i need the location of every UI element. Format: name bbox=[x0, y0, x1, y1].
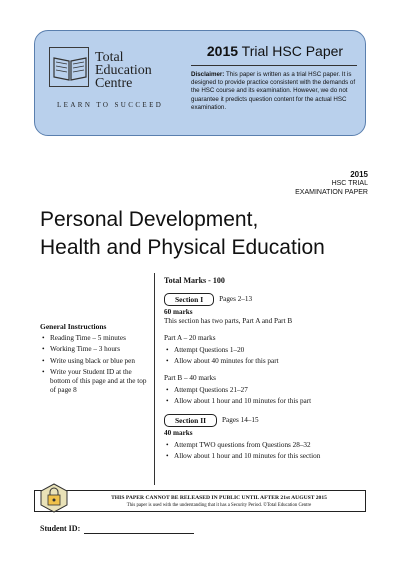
section-2-list bbox=[164, 441, 374, 461]
instruction-item: • Working Time – 3 hours bbox=[40, 345, 150, 354]
security-notice bbox=[34, 490, 366, 512]
part-b-list bbox=[164, 386, 374, 406]
title-divider bbox=[191, 65, 357, 66]
disclaimer-label: Disclaimer: bbox=[191, 71, 225, 78]
column-divider bbox=[154, 273, 155, 485]
brand-line-2: Education bbox=[95, 63, 152, 78]
student-id-field[interactable] bbox=[84, 533, 194, 534]
open-book-icon bbox=[49, 47, 89, 87]
section-2-marks: 40 marks bbox=[164, 429, 193, 437]
brand-tagline: LEARN TO SUCCEED bbox=[57, 101, 164, 109]
instruction-item: • Write your Student ID at the bottom of this page and at the top of page 8 bbox=[40, 368, 150, 396]
exam-year: 2015 bbox=[350, 170, 368, 179]
security-notice-title: THIS PAPER CANNOT BE RELEASED IN PUBLIC UNTIL AFTER 21st AUGUST 2015 bbox=[111, 495, 327, 501]
paper-title-text: Trial HSC Paper bbox=[238, 43, 344, 59]
general-instructions-heading: General Instructions bbox=[40, 322, 107, 331]
exam-type-line-2: EXAMINATION PAPER bbox=[295, 189, 368, 196]
section-2-item: • Allow about 1 hour and 10 minutes for this section bbox=[164, 452, 374, 461]
security-seal-icon bbox=[39, 483, 69, 513]
subject-line-1: Personal Development, bbox=[40, 208, 259, 231]
brand-logo bbox=[49, 47, 199, 127]
instruction-item: • Write using black or blue pen bbox=[40, 357, 150, 366]
student-id-label: Student ID: bbox=[40, 524, 81, 533]
subject-title bbox=[40, 206, 370, 262]
section-2-pages: Pages 14–15 bbox=[222, 416, 259, 424]
exam-type-line-1: HSC TRIAL bbox=[331, 180, 368, 187]
part-a-title: Part A – 20 marks bbox=[164, 334, 216, 342]
part-a-item: • Attempt Questions 1–20 bbox=[164, 346, 374, 355]
header-banner bbox=[34, 30, 366, 136]
section-1-header bbox=[164, 293, 374, 306]
general-instructions bbox=[40, 322, 150, 397]
security-notice-text: This paper is used with the understanding that it has a Security Period. ©Total Education Centre bbox=[126, 503, 312, 508]
section-1-marks: 60 marks bbox=[164, 308, 193, 316]
brand-line-3: Centre bbox=[95, 76, 133, 91]
total-marks: Total Marks - 100 bbox=[164, 276, 225, 285]
instruction-item: • Reading Time – 5 minutes bbox=[40, 334, 150, 343]
section-1-label: Section I bbox=[164, 293, 214, 306]
part-b-item: • Allow about 1 hour and 10 minutes for this part bbox=[164, 397, 374, 406]
section-2-item: • Attempt TWO questions from Questions 28–32 bbox=[164, 441, 374, 450]
disclaimer-text: This paper is written as a trial HSC paper. It is designed to provide practice consistent with the demands of the HSC course and its examination. However, we do not guarantee it predicts question content for the actual HSC examination. bbox=[191, 71, 356, 111]
brand-name bbox=[95, 51, 205, 90]
part-b-item: • Attempt Questions 21–27 bbox=[164, 386, 374, 395]
part-a-item: • Allow about 40 minutes for this part bbox=[164, 357, 374, 366]
paper-title bbox=[195, 43, 355, 59]
section-2-header bbox=[164, 414, 374, 427]
exam-year-block bbox=[258, 170, 368, 197]
paper-title-year: 2015 bbox=[206, 43, 239, 59]
disclaimer bbox=[191, 71, 359, 112]
brand-line-1: Total bbox=[95, 50, 124, 65]
subject-line-2: Health and Physical Education bbox=[40, 236, 325, 259]
section-1-description: This section has two parts, Part A and Part B bbox=[164, 317, 293, 325]
section-2-label: Section II bbox=[164, 414, 217, 427]
part-b-title: Part B – 40 marks bbox=[164, 374, 216, 382]
part-a-list bbox=[164, 346, 374, 366]
section-1-pages: Pages 2–13 bbox=[219, 295, 253, 303]
general-instructions-list bbox=[40, 334, 150, 395]
exam-structure bbox=[164, 276, 374, 463]
